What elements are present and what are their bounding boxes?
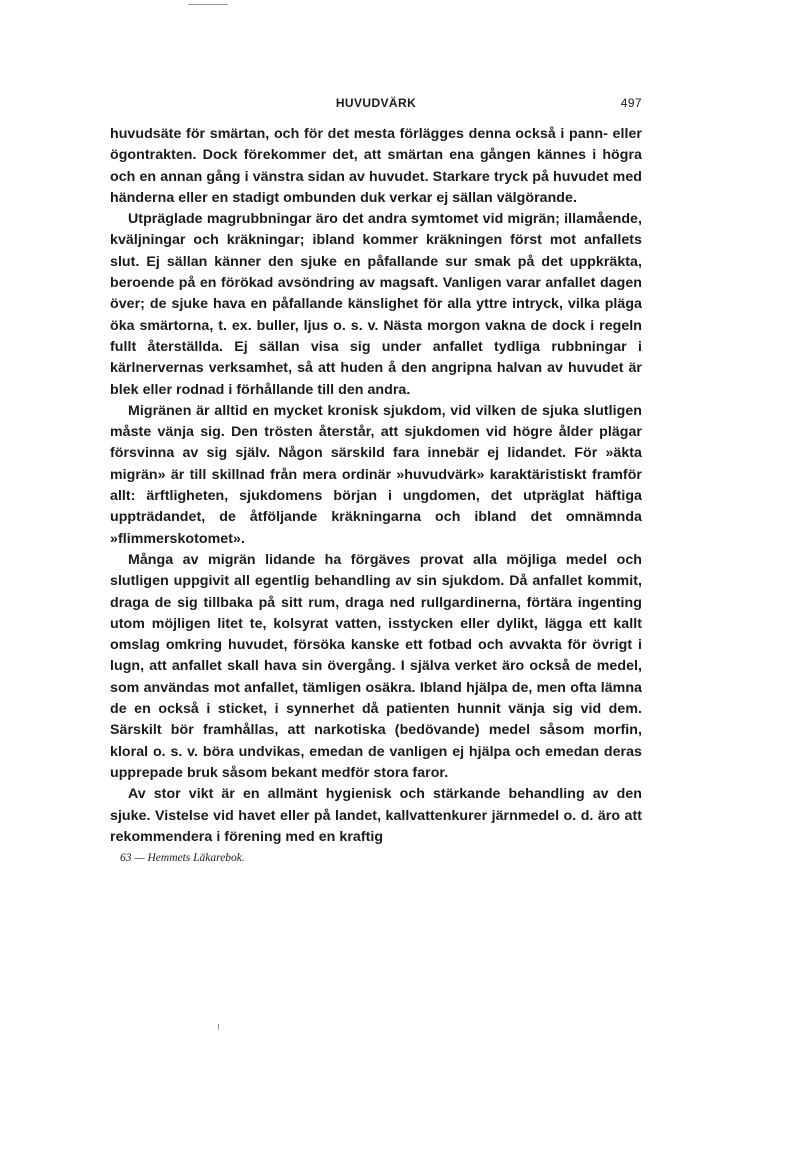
book-page: [110, 96, 642, 864]
paragraph: Utpräglade magrubbningar äro det andra symtomet vid migrän; illamående, kväljningar och kräkningar; ibland kommer kräkningen först mot anfallets slut. Ej sällan känner den sjuke en påfallande sur smak på det uppkräkta, beroende på en förökad avsöndring av magsaft. Vanligen varar anfallet dagen över; de sjuke hava en påfallande känslighet för alla yttre intryck, vilka pläga öka smärtorna, t. ex. buller, ljus o. s. v. Nästa morgon vakna de dock i regeln fullt återställda. Ej sällan visa sig under anfallet tydliga rubbningar i kärlnervernas verksamhet, så att huden å den angripna halvan av huvudet är blek eller rodnad i förhållande till den andra.: [110, 211, 642, 398]
running-title: HUVUDVÄRK: [335, 96, 417, 110]
signature-line: 63 — Hemmets Läkarebok.: [120, 852, 245, 865]
running-head: [110, 96, 642, 118]
scan-speck-bottom: [218, 1024, 219, 1030]
paragraph: Av stor vikt är en allmänt hygienisk och stärkande behandling av den sjuke. Vistelse vid havet eller på landet, kallvattenkurer järnmedel o. d. äro att rekommendera i förening med en kraftig: [110, 786, 642, 845]
page-number: 497: [620, 96, 642, 110]
paragraph: Migränen är alltid en mycket kronisk sjukdom, vid vilken de sjuka slutligen måste vänja sig. Den trösten återstår, att sjukdomen vid högre ålder plägar försvinna av sig själv. Någon särskild fara innebär ej lidandet. För »äkta migrän» är till skillnad från mera ordinär »huvudvärk» karaktäristiskt framför allt: ärftligheten, sjukdomens början i ungdomen, det utpräglat häftiga uppträdandet, de åtföljande kräkningarna och ibland det omnämnda »flimmerskotomet».: [110, 402, 642, 547]
scan-speck-top: [188, 4, 228, 5]
paragraph: Många av migrän lidande ha förgäves provat alla möjliga medel och slutligen uppgivit all egentlig behandling av sin sjukdom. Då anfallet kommit, draga de sig tillbaka på sitt rum, draga ned rullgardinerna, förtära ingenting utom möjligen litet te, kolsyrat vatten, isstycken eller dylikt, lägga ett kallt omslag omkring huvudet, försöka kanske ett fotbad och avvakta för övrigt i lugn, att anfallet skall hava sin övergång. I själva verket äro också de medel, som användas mot anfallet, tämligen osäkra. Ibland hjälpa de, men ofta lämna de en också i sticket, i synnerhet då patienten hunnit vänja sig vid dem. Särskilt bör framhållas, att narkotiska (bedövande) medel såsom morfin, kloral o. s. v. böra undvikas, emedan de vanligen ej hjälpa och emedan deras upprepade bruk såsom bekant medför stora faror.: [110, 551, 642, 781]
paragraph-continued: huvudsäte för smärtan, och för det mesta förlägges denna också i pann- eller ögontrakten. Dock förekommer det, att smärtan ena gången kännes i högra och en annan gång i vänstra sidan av huvudet. Starkare tryck på huvudet med händerna eller en stadigt ombunden duk verkar ej sällan välgörande.: [110, 126, 642, 206]
body-text: [110, 124, 642, 848]
